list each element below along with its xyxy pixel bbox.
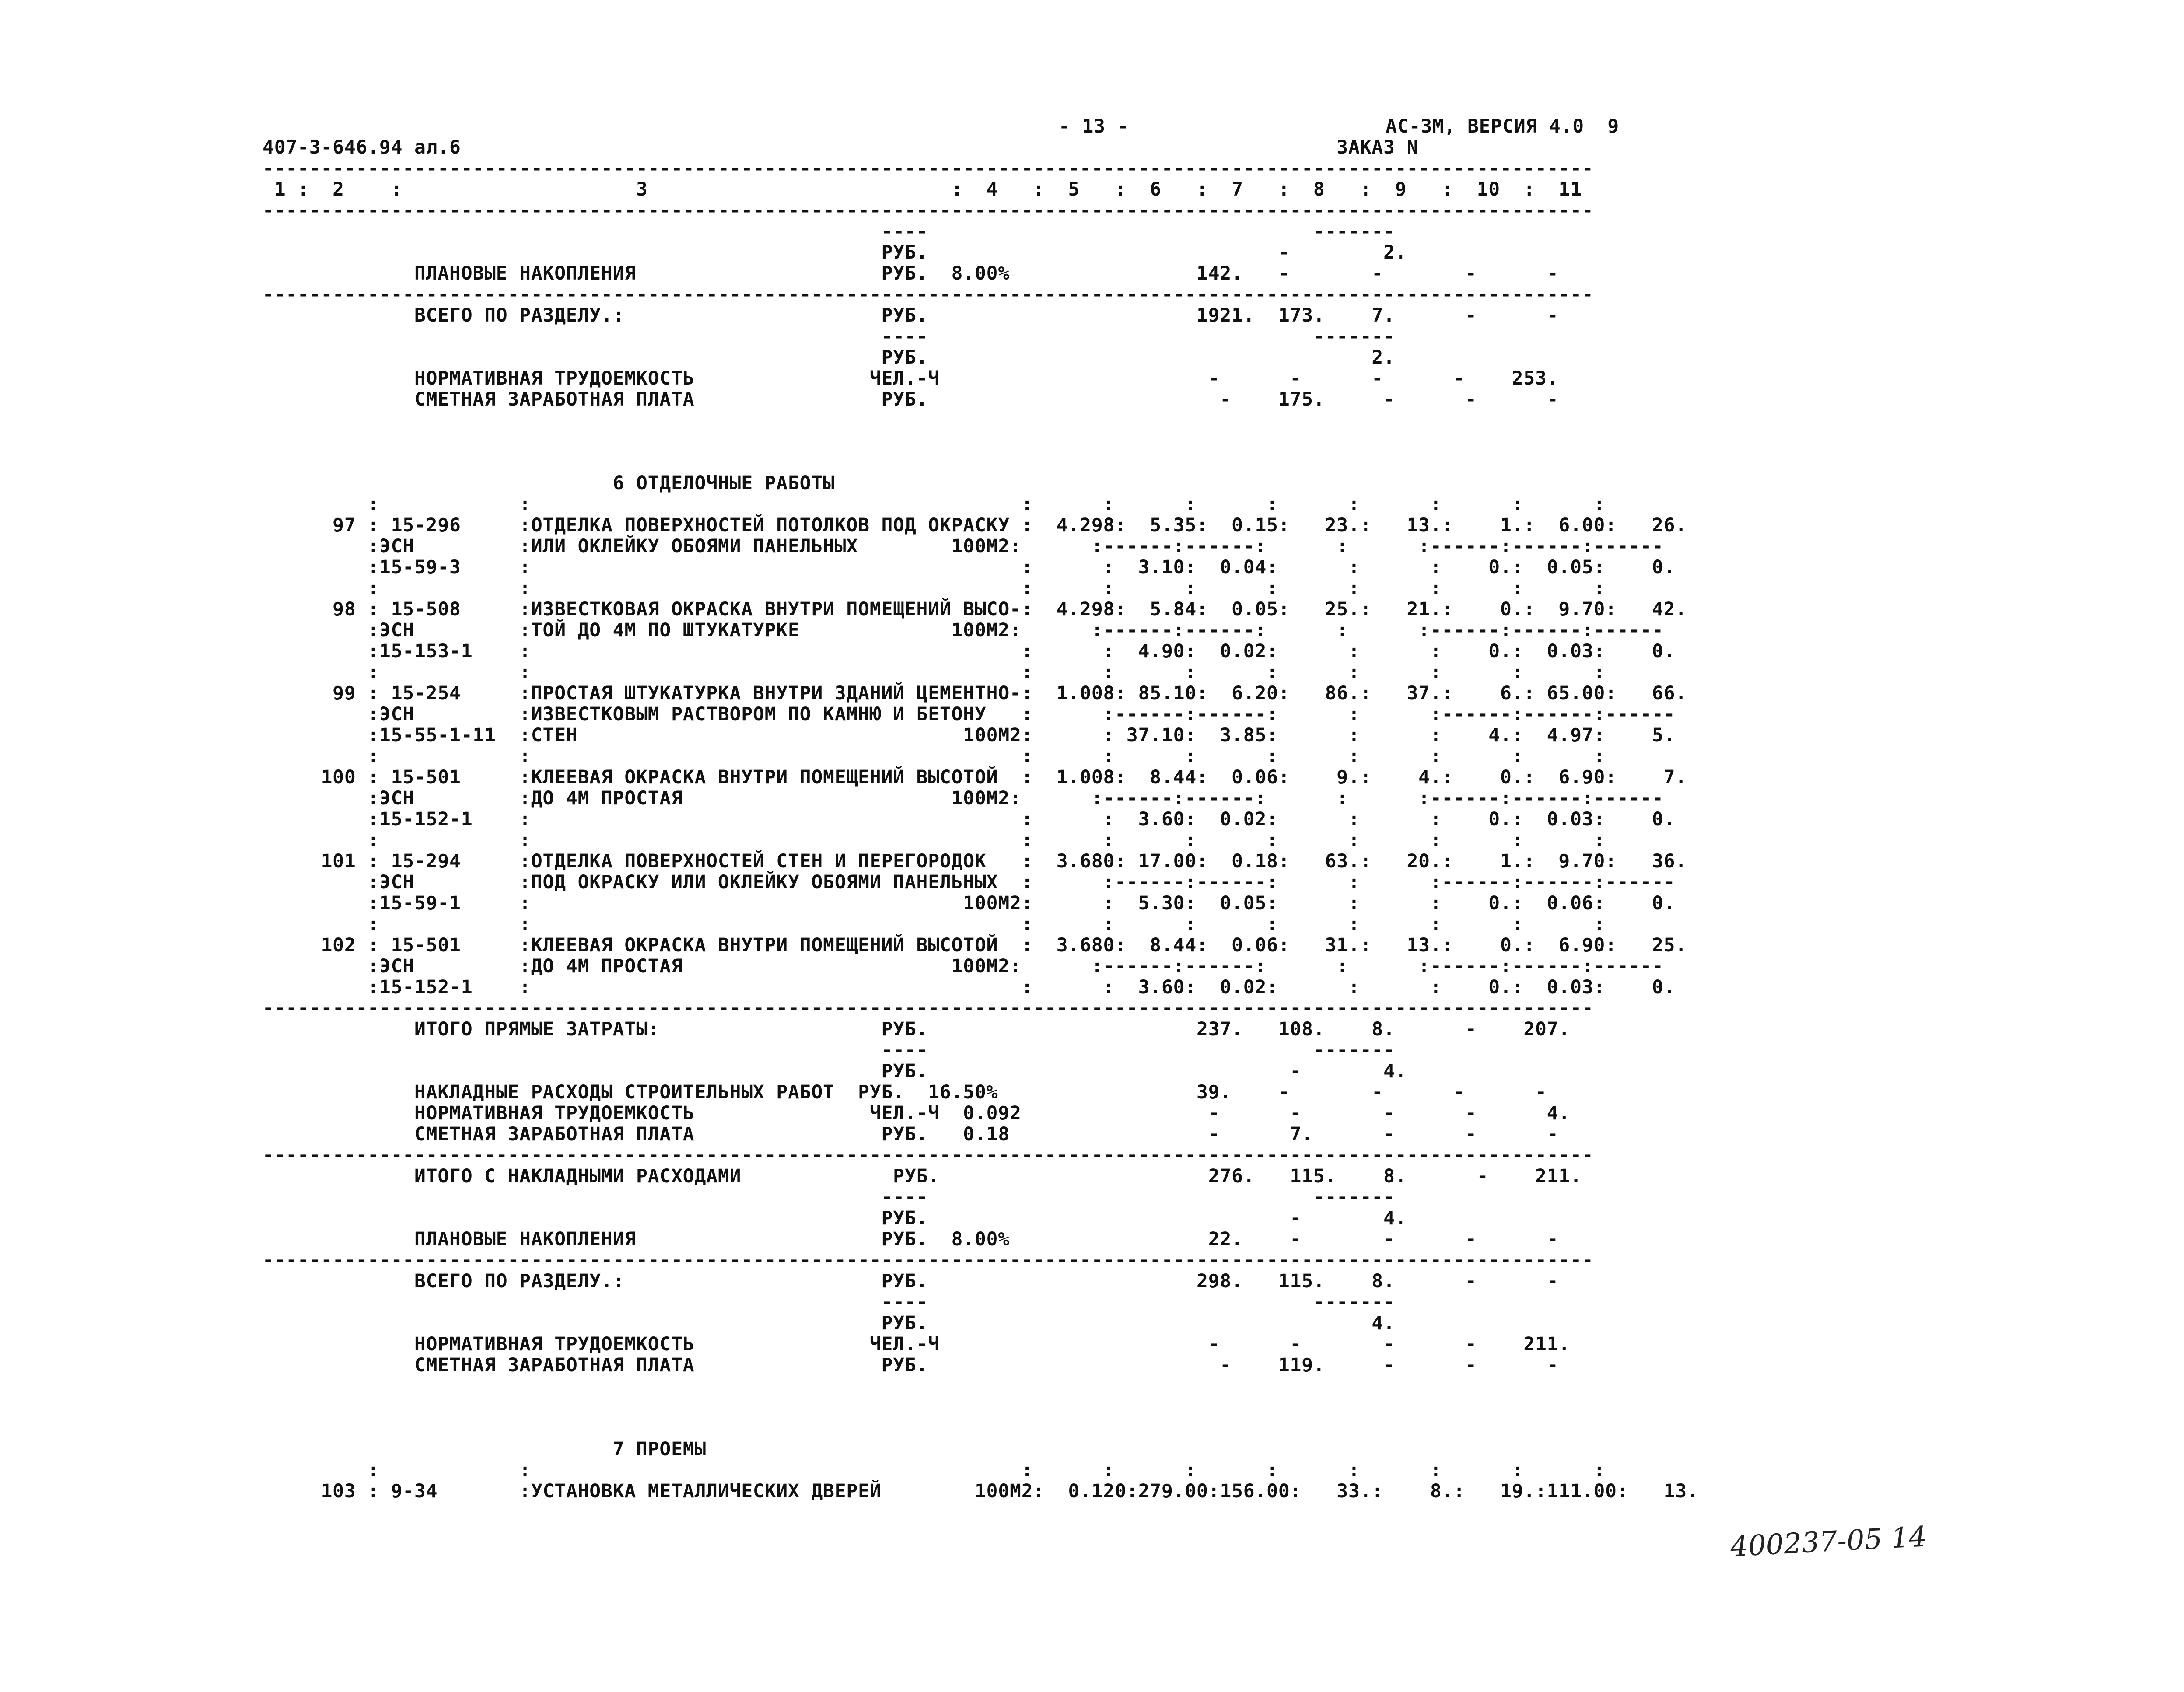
- table-line: ВСЕГО ПО РАЗДЕЛУ.: РУБ. 1921. 173. 7. - -: [262, 304, 1559, 326]
- table-row: 99 : 15-254 :ПРОСТАЯ ШТУКАТУРКА ВНУТРИ ЗДАНИЙ ЦЕМЕНТНО-: 1.008: 85.10: 6.20: 86.: 37.: 6.: 65.00: 66.: [262, 682, 1687, 704]
- table-line: ---- -------: [262, 1186, 1395, 1208]
- column-header: 1 : 2 : 3 : 4 : 5 : 6 : 7 : 8 : 9 : 10 : 11: [262, 178, 1582, 200]
- table-line: ВСЕГО ПО РАЗДЕЛУ.: РУБ. 298. 115. 8. - -: [262, 1270, 1559, 1292]
- table-line: : : : : : : : : : :: [262, 745, 1606, 767]
- separator: ------------------------------------------------------------------------------------------------------------------: [262, 997, 1594, 1019]
- table-line: :15-59-1 : 100М2: : 5.30: 0.05: : : 0.: 0.06: 0.: [262, 892, 1676, 914]
- table-line: :ЭСН :ДО 4М ПРОСТАЯ 100М2: :------:------: : :------:------:------: [262, 955, 1664, 977]
- section-title: 7 ПРОЕМЫ: [262, 1438, 707, 1460]
- table-line: НАКЛАДНЫЕ РАСХОДЫ СТРОИТЕЛЬНЫХ РАБОТ РУБ. 16.50% 39. - - - -: [262, 1081, 1547, 1103]
- table-line: НОРМАТИВНАЯ ТРУДОЕМКОСТЬ ЧЕЛ.-Ч - - - - 211.: [262, 1333, 1571, 1355]
- table-line: : : : : : : : : : :: [262, 829, 1606, 851]
- table-line: : : : : : : : : : :: [262, 661, 1606, 683]
- separator: ------------------------------------------------------------------------------------------------------------------: [262, 283, 1594, 305]
- table-line: РУБ. 2.: [262, 346, 1395, 368]
- handwritten-note: 400237-05 14: [1729, 1521, 1928, 1563]
- table-line: ПЛАНОВЫЕ НАКОПЛЕНИЯ РУБ. 8.00% 22. - - - -: [262, 1228, 1559, 1250]
- table-line: :15-153-1 : : : 4.90: 0.02: : : 0.: 0.03: 0.: [262, 640, 1676, 662]
- table-line: ИТОГО С НАКЛАДНЫМИ РАСХОДАМИ РУБ. 276. 115. 8. - 211.: [262, 1165, 1582, 1187]
- table-line: :ЭСН :ДО 4М ПРОСТАЯ 100М2: :------:------: : :------:------:------: [262, 787, 1664, 809]
- table-line: РУБ. - 4.: [262, 1060, 1407, 1082]
- table-line: :15-152-1 : : : 3.60: 0.02: : : 0.: 0.03: 0.: [262, 976, 1676, 998]
- separator: ------------------------------------------------------------------------------------------------------------------: [262, 1144, 1594, 1166]
- table-line: СМЕТНАЯ ЗАРАБОТНАЯ ПЛАТА РУБ. - 175. - - -: [262, 388, 1559, 410]
- table-line: : : : : : : : : : :: [262, 493, 1606, 515]
- table-line: ---- -------: [262, 220, 1395, 242]
- table-line: ---- -------: [262, 325, 1395, 347]
- table-row: 97 : 15-296 :ОТДЕЛКА ПОВЕРХНОСТЕЙ ПОТОЛКОВ ПОД ОКРАСКУ : 4.298: 5.35: 0.15: 23.: 13.: 1.: 6.00: 26.: [262, 514, 1687, 536]
- table-line: : : : : : : : : : :: [262, 1459, 1606, 1481]
- table-line: ПЛАНОВЫЕ НАКОПЛЕНИЯ РУБ. 8.00% 142. - - - -: [262, 262, 1559, 284]
- table-line: СМЕТНАЯ ЗАРАБОТНАЯ ПЛАТА РУБ. - 119. - - -: [262, 1354, 1559, 1376]
- table-line: : : : : : : : : : :: [262, 577, 1606, 599]
- table-line: ---- -------: [262, 1291, 1395, 1313]
- table-row: 98 : 15-508 :ИЗВЕСТКОВАЯ ОКРАСКА ВНУТРИ ПОМЕЩЕНИЙ ВЫСО-: 4.298: 5.84: 0.05: 25.: 21.: 0.: 9.70: 42.: [262, 598, 1687, 620]
- table-line: РУБ. 4.: [262, 1312, 1395, 1334]
- table-line: :15-152-1 : : : 3.60: 0.02: : : 0.: 0.03: 0.: [262, 808, 1676, 830]
- separator: ------------------------------------------------------------------------------------------------------------------: [262, 199, 1594, 221]
- section-title: 6 ОТДЕЛОЧНЫЕ РАБОТЫ: [262, 472, 835, 494]
- table-line: : : : : : : : : : :: [262, 913, 1606, 935]
- table-row: 102 : 15-501 :КЛЕЕВАЯ ОКРАСКА ВНУТРИ ПОМЕЩЕНИЙ ВЫСОТОЙ : 3.680: 8.44: 0.06: 31.: 13.: 0.: 6.90: 25.: [262, 934, 1687, 956]
- table-line: :ЭСН :ИЗВЕСТКОВЫМ РАСТВОРОМ ПО КАМНЮ И БЕТОНУ : :------:------: : :------:------:------: [262, 703, 1676, 725]
- table-line: РУБ. - 4.: [262, 1207, 1407, 1229]
- table-row: 100 : 15-501 :КЛЕЕВАЯ ОКРАСКА ВНУТРИ ПОМЕЩЕНИЙ ВЫСОТОЙ : 1.008: 8.44: 0.06: 9.: 4.: 0.: 6.90: 7.: [262, 766, 1687, 788]
- table-line: РУБ. - 2.: [262, 241, 1407, 263]
- table-line: ИТОГО ПРЯМЫЕ ЗАТРАТЫ: РУБ. 237. 108. 8. - 207.: [262, 1018, 1571, 1040]
- table-line: СМЕТНАЯ ЗАРАБОТНАЯ ПЛАТА РУБ. 0.18 - 7. - - -: [262, 1123, 1559, 1145]
- table-line: :15-55-1-11 :СТЕН 100М2: : 37.10: 3.85: : : 4.: 4.97: 5.: [262, 724, 1676, 746]
- table-line: НОРМАТИВНАЯ ТРУДОЕМКОСТЬ ЧЕЛ.-Ч - - - - 253.: [262, 367, 1559, 389]
- table-line: :ЭСН :ПОД ОКРАСКУ ИЛИ ОКЛЕЙКУ ОБОЯМИ ПАНЕЛЬНЫХ : :------:------: : :------:------:------: [262, 871, 1676, 893]
- table-line: НОРМАТИВНАЯ ТРУДОЕМКОСТЬ ЧЕЛ.-Ч 0.092 - - - - 4.: [262, 1102, 1571, 1124]
- table-row: 103 : 9-34 :УСТАНОВКА МЕТАЛЛИЧЕСКИХ ДВЕРЕЙ 100М2: 0.120:279.00:156.00: 33.: 8.: 19.:111.00: 13.: [262, 1480, 1699, 1502]
- table-row: 101 : 15-294 :ОТДЕЛКА ПОВЕРХНОСТЕЙ СТЕН И ПЕРЕГОРОДОК : 3.680: 17.00: 0.18: 63.: 20.: 1.: 9.70: 36.: [262, 850, 1687, 872]
- header-line-2: 407-3-646.94 ал.6 ЗАКАЗ N: [262, 136, 1419, 158]
- table-line: :15-59-3 : : : 3.10: 0.04: : : 0.: 0.05: 0.: [262, 556, 1676, 578]
- header-line-1: - 13 - АС-3М, ВЕРСИЯ 4.0 9: [1059, 115, 1620, 137]
- separator: ------------------------------------------------------------------------------------------------------------------: [262, 157, 1594, 179]
- table-line: ---- -------: [262, 1039, 1395, 1061]
- separator: ------------------------------------------------------------------------------------------------------------------: [262, 1249, 1594, 1271]
- table-line: :ЭСН :ТОЙ ДО 4М ПО ШТУКАТУРКЕ 100М2: :------:------: : :------:------:------: [262, 619, 1664, 641]
- table-line: :ЭСН :ИЛИ ОКЛЕЙКУ ОБОЯМИ ПАНЕЛЬНЫХ 100М2: :------:------: : :------:------:------: [262, 535, 1664, 557]
